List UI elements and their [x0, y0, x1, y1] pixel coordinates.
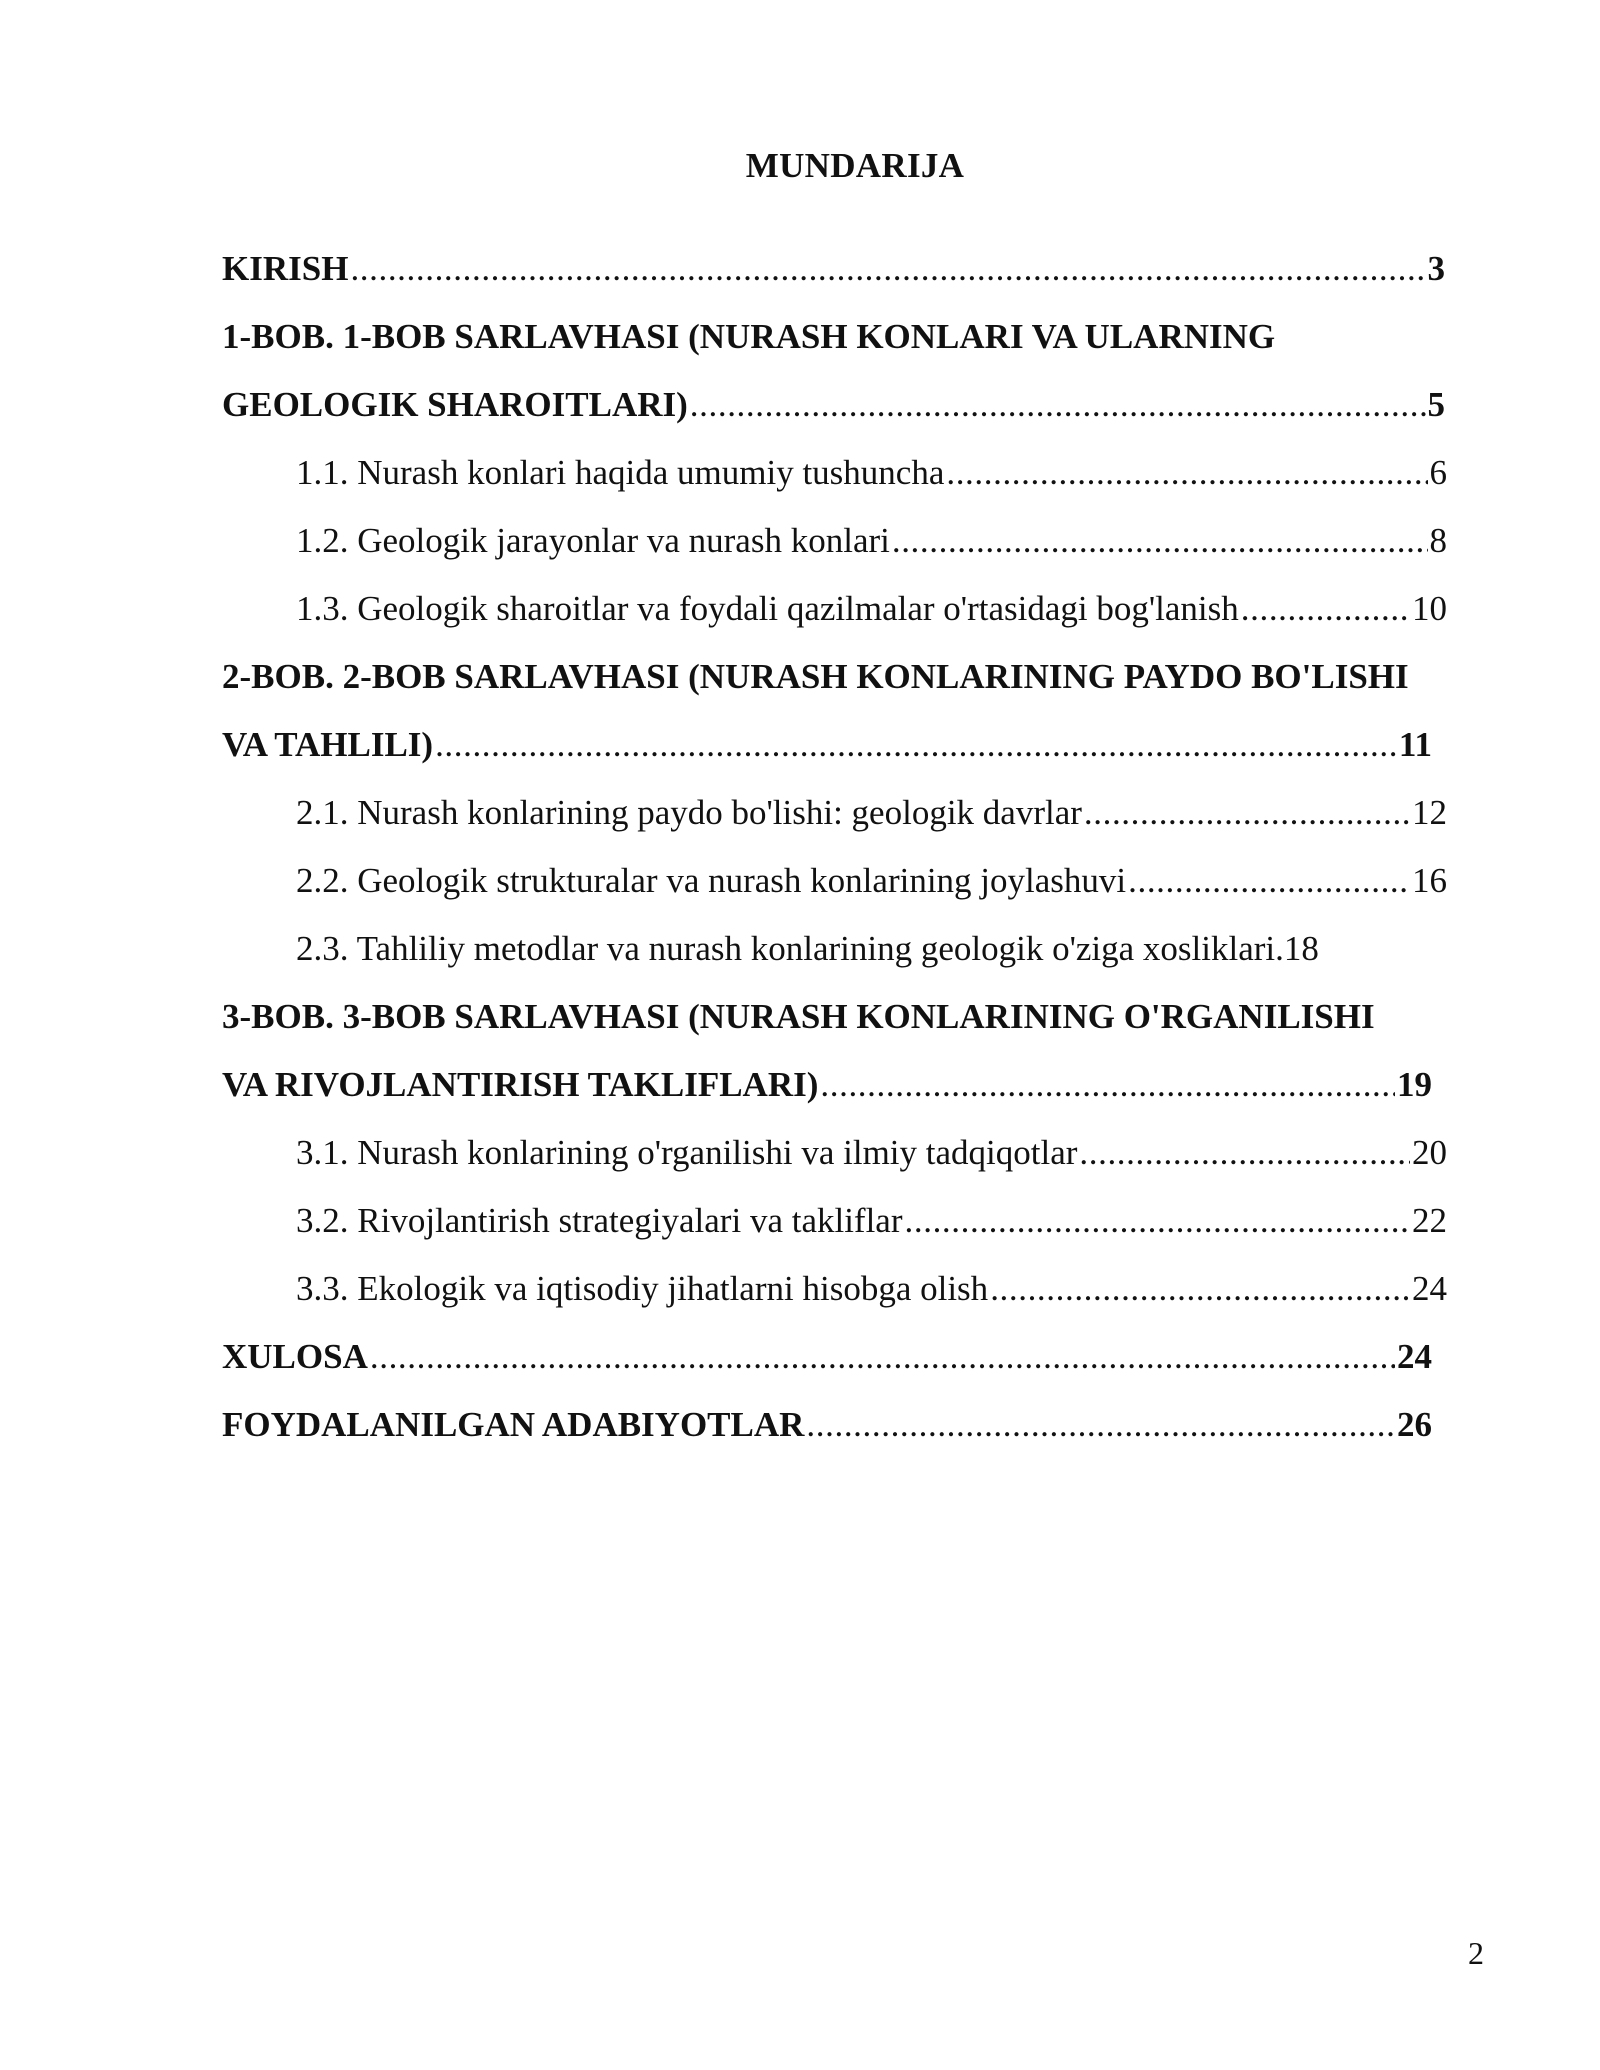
toc-entry-label: 3.1. Nurash konlarining o'rganilishi va ilmiy tadqiqotlar — [296, 1133, 1078, 1172]
toc-chapter-3-title-line[interactable]: 3-BOB. 3-BOB SARLAVHASI (NURASH KONLARINING O'RGANILISHI — [222, 997, 1375, 1036]
toc-page-number: 11 — [1398, 725, 1432, 764]
toc-entry-2-2[interactable] — [222, 847, 1447, 915]
dot-leader — [820, 1051, 1395, 1119]
toc-entry-label: VA TAHLILI) — [222, 725, 434, 764]
toc-page-number: 22 — [1412, 1201, 1447, 1240]
toc-entry-label: VA RIVOJLANTIRISH TAKLIFLARI) — [222, 1065, 819, 1104]
toc-page-number: 12 — [1412, 793, 1447, 832]
toc-chapter-1-title-line[interactable]: 1-BOB. 1-BOB SARLAVHASI (NURASH KONLARI VA ULARNING — [222, 317, 1276, 356]
toc-page-number: 3 — [1427, 249, 1445, 288]
toc-entry-label: KIRISH — [222, 249, 349, 288]
toc-page-number: 20 — [1412, 1133, 1447, 1172]
toc-page-number: 24 — [1412, 1269, 1447, 1308]
toc-entry-1-2[interactable] — [222, 507, 1447, 575]
dot-leader — [1084, 779, 1410, 847]
toc-entry-adabiyotlar[interactable] — [222, 1391, 1432, 1459]
toc-entry-2-3[interactable] — [222, 915, 1447, 983]
toc-entry-label: 2.2. Geologik strukturalar va nurash konlarining joylashuvi — [296, 861, 1127, 900]
toc-chapter-2-title-line[interactable]: 2-BOB. 2-BOB SARLAVHASI (NURASH KONLARINING PAYDO BO'LISHI — [222, 657, 1409, 696]
toc-page-number: 16 — [1412, 861, 1447, 900]
toc-entry-label: 1.3. Geologik sharoitlar va foydali qazilmalar o'rtasidagi bog'lanish — [296, 589, 1239, 628]
toc-entry-kirish[interactable] — [222, 235, 1445, 303]
toc-entry-label: GEOLOGIK SHAROITLARI) — [222, 385, 688, 424]
toc-page-number: 5 — [1427, 385, 1445, 424]
dot-leader — [1079, 1119, 1410, 1187]
dot-leader — [806, 1391, 1395, 1459]
toc-page-number: 19 — [1397, 1065, 1432, 1104]
page-number: 2 — [1468, 1935, 1484, 1971]
toc-entry-1-1[interactable] — [222, 439, 1447, 507]
dot-leader — [435, 711, 1397, 779]
dot-leader — [1241, 575, 1410, 643]
toc-page-number: 24 — [1397, 1337, 1432, 1376]
dot-leader — [350, 235, 1425, 303]
toc-entry-3-3[interactable] — [222, 1255, 1447, 1323]
toc-entry-label: FOYDALANILGAN ADABIYOTLAR — [222, 1405, 805, 1444]
toc-entry-label: 3.2. Rivojlantirish strategiyalari va takliflar — [296, 1201, 903, 1240]
dot-leader — [1128, 847, 1410, 915]
dot-leader — [990, 1255, 1410, 1323]
toc-page-number: 6 — [1429, 453, 1447, 492]
toc-page-number: 18 — [1283, 929, 1319, 968]
toc-entry-xulosa[interactable] — [222, 1323, 1432, 1391]
toc-entry-label: 3.3. Ekologik va iqtisodiy jihatlarni hisobga olish — [296, 1269, 989, 1308]
toc-entry-2-1[interactable] — [222, 779, 1447, 847]
toc-entry-label: 1.2. Geologik jarayonlar va nurash konlari — [296, 521, 890, 560]
toc-entry-label: 2.3. Tahliliy metodlar va nurash konlarining geologik o'ziga xosliklari. — [296, 929, 1284, 968]
dot-leader — [946, 439, 1427, 507]
dot-leader — [690, 371, 1426, 439]
toc-entry-3-1[interactable] — [222, 1119, 1447, 1187]
toc-entry-chapter-2[interactable] — [222, 711, 1432, 779]
toc-entry-chapter-3[interactable] — [222, 1051, 1432, 1119]
toc-entry-label: 2.1. Nurash konlarining paydo bo'lishi: geologik davrlar — [296, 793, 1082, 832]
toc-page-number: 10 — [1412, 589, 1447, 628]
dot-leader — [370, 1323, 1395, 1391]
dot-leader — [892, 507, 1428, 575]
table-of-contents — [222, 235, 1482, 1459]
toc-page-number: 26 — [1397, 1405, 1432, 1444]
toc-page-number: 8 — [1429, 521, 1447, 560]
dot-leader — [905, 1187, 1410, 1255]
toc-entry-label: 1.1. Nurash konlari haqida umumiy tushuncha — [296, 453, 945, 492]
toc-entry-label: XULOSA — [222, 1337, 368, 1376]
toc-entry-1-3[interactable] — [222, 575, 1447, 643]
toc-entry-3-2[interactable] — [222, 1187, 1447, 1255]
toc-entry-chapter-1[interactable] — [222, 371, 1445, 439]
page-title: MUNDARIJA — [745, 146, 965, 185]
